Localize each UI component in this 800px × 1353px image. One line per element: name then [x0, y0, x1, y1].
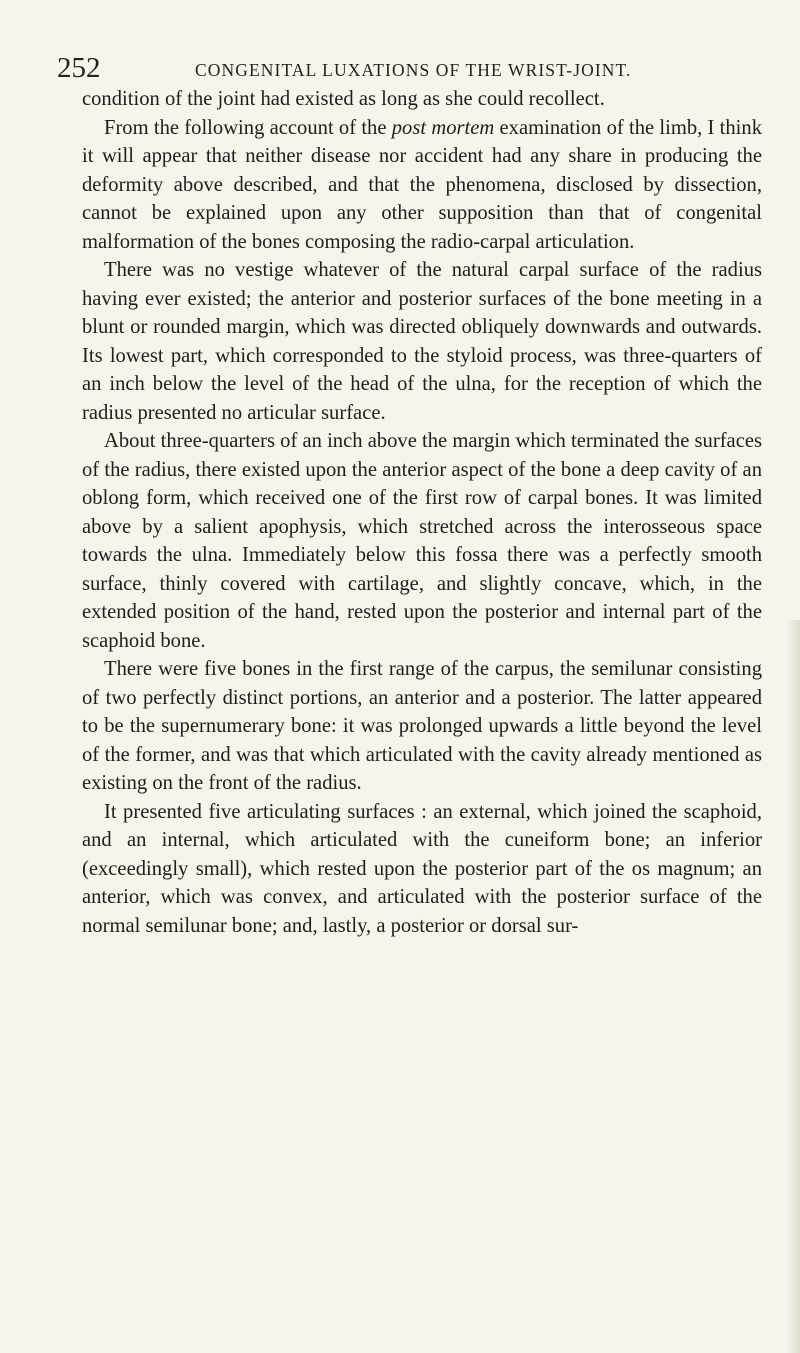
- page-edge-shadow: [786, 620, 800, 1353]
- paragraph-2-text-start: From the following account of the: [104, 116, 392, 139]
- running-head: CONGENITAL LUXATIONS OF THE WRIST-JOINT.: [195, 60, 632, 80]
- body-text: [82, 85, 762, 940]
- paragraph-5: There were five bones in the first range of the carpus, the semilunar consisting of two perfectly distinct portions, an anterior and a posterior. The latter appeared to be the supernumerary bone: it was prolonged upwards a little beyond the level of the former, and was that which articulated with the cavity already mentioned as existing on the front of the radius.: [82, 658, 762, 794]
- paragraph-1: condition of the joint had existed as long as she could recollect.: [82, 88, 605, 110]
- paragraph-2: [82, 114, 762, 257]
- paragraph-4: About three-quarters of an inch above the margin which terminated the surfaces of the radius, there existed upon the anterior aspect of the bone a deep cavity of an oblong form, which received one of the first row of carpal bones. It was limited above by a salient apophysis, which stretched across the interosseous space towards the ulna. Immediately below this fossa there was a perfectly smooth surface, thinly covered with cartilage, and slightly concave, which, in the extended position of the hand, rested upon the posterior and internal part of the scaphoid bone.: [82, 430, 762, 652]
- italic-phrase: post mortem: [391, 116, 495, 139]
- paragraph-3: There was no vestige whatever of the natural carpal surface of the radius having ever existed; the anterior and posterior surfaces of the bone meeting in a blunt or rounded margin, which was directed obliquely downwards and outwards. Its lowest part, which corresponded to the styloid process, was three-quarters of an inch below the level of the head of the ulna, for the reception of which the radius presented no articular surface.: [82, 259, 762, 424]
- paragraph-6: It presented five articulating surfaces : an external, which joined the scaphoid, and an internal, which articulated with the cuneiform bone; an inferior (exceedingly small), which rested upon the posterior part of the os magnum; an anterior, which was convex, and articulated with the posterior surface of the normal semilunar bone; and, lastly, a posterior or dorsal sur-: [82, 800, 762, 937]
- paragraph-2-text-end: examination of the limb, I think it will appear that neither disease nor accident had any share in producing the deformity above described, and that the phenomena, disclosed by dissection, cannot be explained upon any other supposition than that of congenital malformation of the bones composing the radio-carpal articulation.: [82, 116, 762, 253]
- page-header: [57, 52, 757, 84]
- page-number: 252: [57, 52, 101, 84]
